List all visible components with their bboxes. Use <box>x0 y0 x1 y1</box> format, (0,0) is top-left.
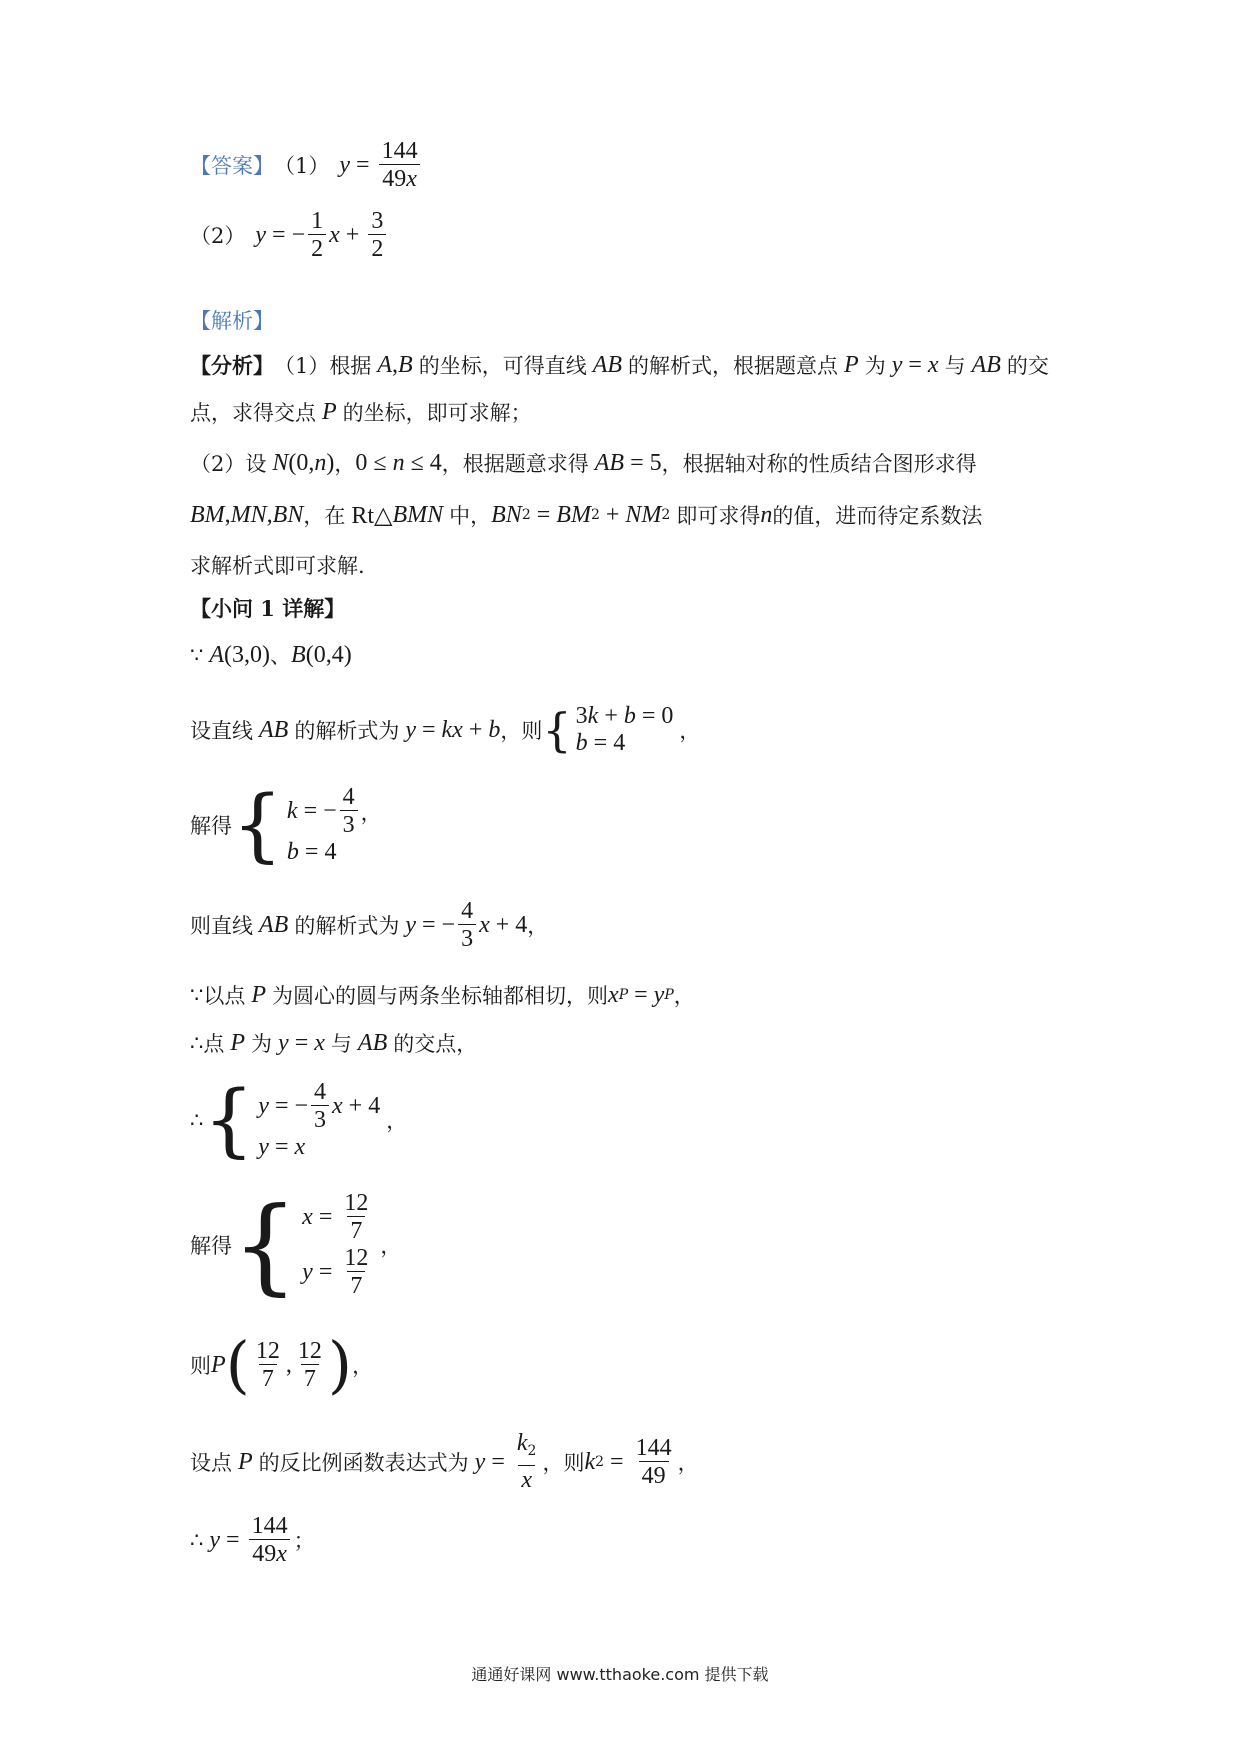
sub1-tag: 【小问 1 详解】 <box>190 596 346 621</box>
answer-2-label: （2） <box>190 224 246 248</box>
step-points: ∵ A (3,0) 、 B (0,4) <box>190 641 352 668</box>
fenxi-line-3: （2）设 N (0, n ) ， 0 ≤ n ≤ 4 ，根据题意求得 AB = 5 ，根据轴对称的性质结合图形求得 <box>190 449 977 476</box>
analysis-tag: 【解析】 <box>190 309 274 333</box>
step-set-line: 设直线 AB 的解析式为 y = kx + b ，则 { 3 k + b = 0 b = 4 ， <box>190 703 701 757</box>
answer-line-2: （2） y = − $\frac{1}{2}$ x + $\frac{3}{2}$ <box>190 205 389 265</box>
step-line-ab: 则直线 AB 的解析式为 y = − $\frac{4}{3}$ x + 4 ， <box>190 897 549 952</box>
step-point-p: 则 P ( $\frac{12}{7}$ , $\frac{12}{7}$ ) ， <box>190 1328 374 1401</box>
fenxi-line-4: BM , MN , BN ，在 Rt△ BMN 中， BN 2 = BM 2 + NM 2 即可求得 n 的值，进而待定系数法 <box>190 501 983 529</box>
fenxi-line-1: 【分析】 （1）根据 A , B 的坐标，可得直线 AB 的解析式，根据题意点 P 为 y = x 与 AB 的交 <box>190 351 1049 378</box>
step-result: ∴ y = $\frac{144}{49x}$ ； <box>190 1512 315 1567</box>
step-system: ∴ { y = − $\frac{4}{3}$ x + 4 y = x ， <box>190 1073 408 1166</box>
step-intersection: ∴ 点 P 为 y = x 与 AB 的交点， <box>190 1029 478 1056</box>
step-solve-kb: 解得 { k = − $\frac{4}{3}$ ， b = 4 <box>190 778 382 871</box>
step-circle: ∵ 以点 P 为圆心的圆与两条坐标轴都相切，则 x P = y P ， <box>190 981 695 1008</box>
answer-tag: 【答案】 <box>190 154 274 178</box>
answer-line-1: 【答案】 （1） y = $\frac{144}{49x}$ <box>190 135 424 195</box>
step-solve-xy: 解得 { x = $\frac{12}{7}$ y = $\frac{12}{7}$ ， <box>190 1184 402 1306</box>
fenxi-line-5: 求解析式即可求解. <box>190 554 365 578</box>
answer-1-label: （1） <box>274 154 330 178</box>
fraction-144-49x: $\frac{144}{49x}$ <box>379 138 421 193</box>
step-inverse: 设点 P 的反比例函数表达式为 y = $\frac{k_2}{x}$ ，则 k 2 = $\frac{144}{49}$ ， <box>190 1430 699 1493</box>
footer-text: 通通好课网 www.tthaoke.com 提供下载 <box>471 1665 769 1684</box>
fenxi-line-2: 点，求得交点 P 的坐标，即可求解； <box>190 398 532 425</box>
